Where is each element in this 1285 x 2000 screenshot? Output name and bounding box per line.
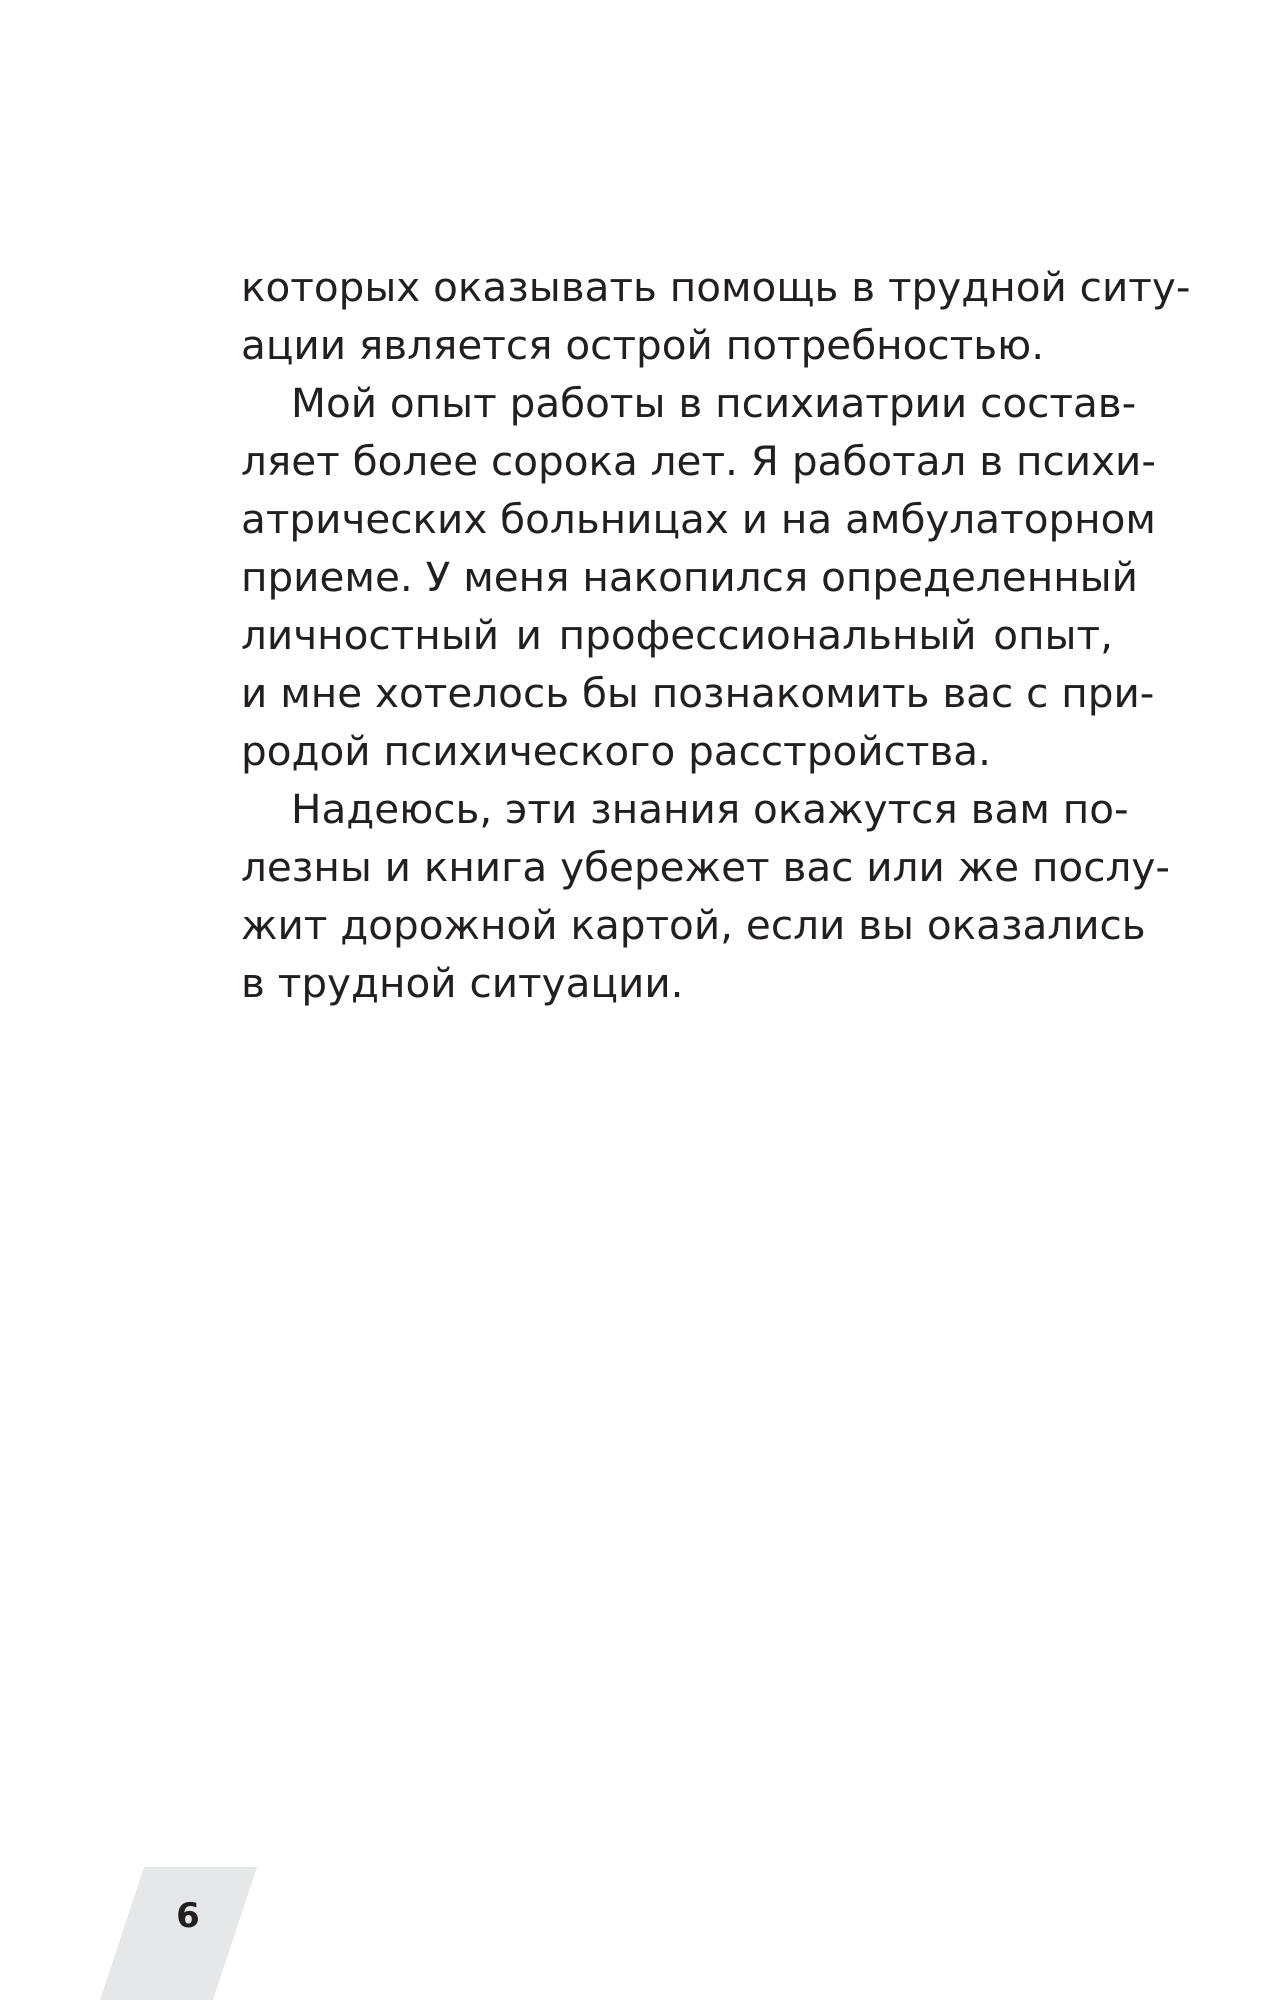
text-line: которых оказывать помощь в трудной ситу- (241, 263, 1191, 311)
text-line: лезны и книга убережет вас или же послу- (241, 843, 1170, 891)
page-number: 6 (176, 1896, 200, 1936)
text-line: приеме. У меня накопился определенный (241, 553, 1138, 601)
text-line: ляет более сорока лет. Я работал в психи- (241, 437, 1156, 485)
paragraph-first-line: Надеюсь, эти знания окажутся вам по- (291, 785, 1129, 833)
body-text (241, 258, 1191, 1012)
text-line: родой психического расстройства. (241, 727, 991, 775)
text-line: атрических больницах и на амбулаторном (241, 495, 1156, 543)
paragraph-first-line: Мой опыт работы в психиатрии состав- (291, 379, 1137, 427)
text-line: и мне хотелось бы познакомить вас с при- (241, 669, 1155, 717)
text-line: в трудной ситуации. (241, 959, 684, 1007)
text-line: ации является острой потребностью. (241, 321, 1045, 369)
text-line: жит дорожной картой, если вы оказались (241, 901, 1146, 949)
text-line: личностный и профессиональный опыт, (241, 611, 1113, 659)
